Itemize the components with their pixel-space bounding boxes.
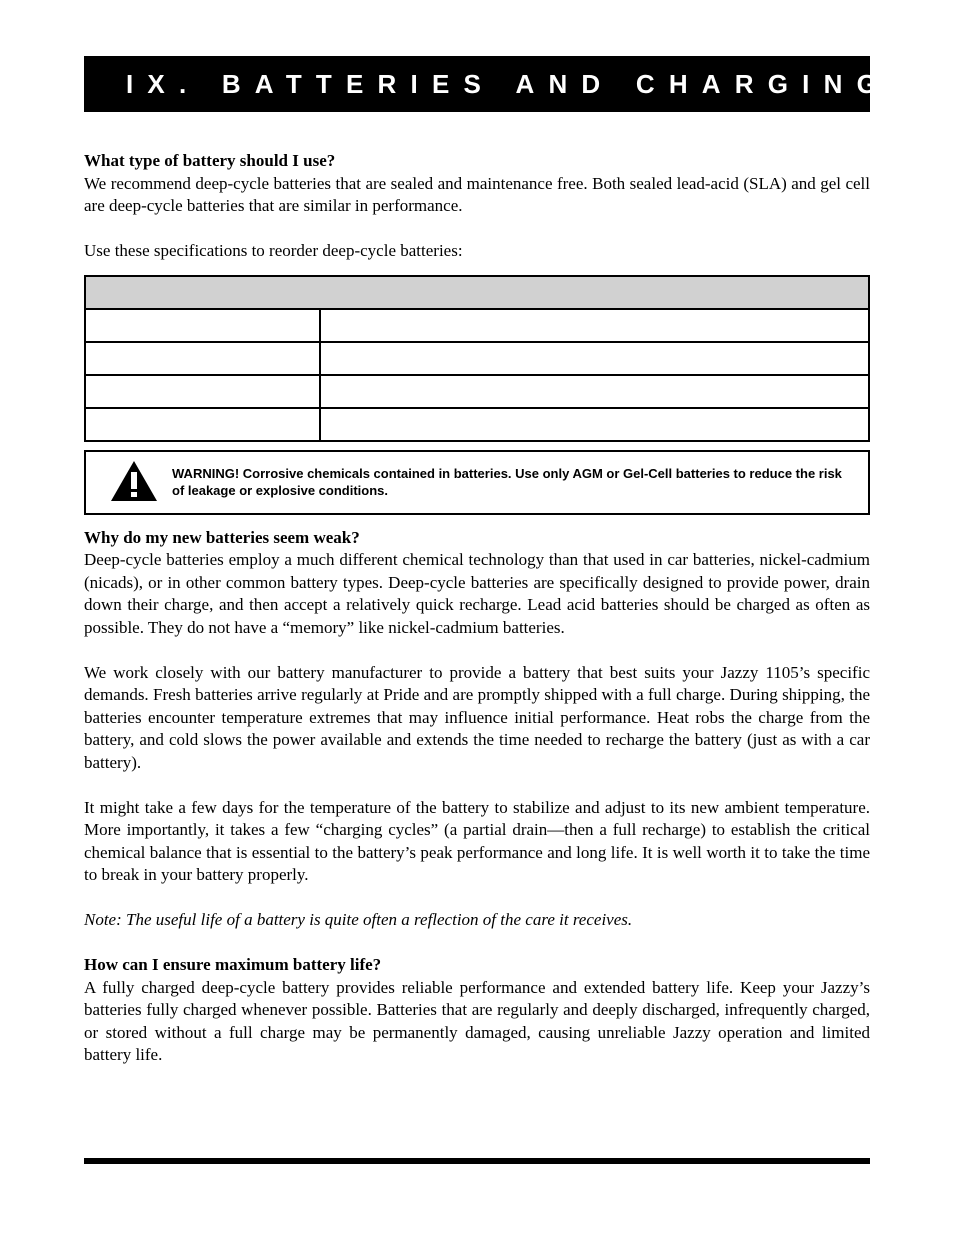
question-battery-type: What type of battery should I use? (84, 151, 336, 170)
spec-value-cell (320, 375, 869, 408)
warning-box (84, 450, 870, 515)
spec-label-cell (85, 375, 320, 408)
spec-table-row (85, 342, 869, 375)
paragraph-weak-3: It might take a few days for the temperature of the battery to stabilize and adjust to its new ambient temperature. More importantly, it takes a few “charging cycles” (a partial drain—then a full recharge) to establish the critical chemical balance that is essential to the battery’s peak performance and long life. It is well worth it to take the time to break in your battery properly. (84, 797, 870, 884)
spec-table-header-row (85, 276, 869, 309)
footer-rule (84, 1158, 870, 1164)
spec-label-cell (85, 342, 320, 375)
page-content (84, 150, 870, 1067)
question-battery-life: How can I ensure maximum battery life? (84, 955, 382, 974)
chapter-title: IX. BATTERIES AND CHARGING (126, 69, 891, 99)
spec-table-row (85, 375, 869, 408)
reorder-intro: Use these specifications to reorder deep-cycle batteries: (84, 241, 463, 260)
warning-text: WARNING! Corrosive chemicals contained in batteries. Use only AGM or Gel-Cell batteries to reduce the risk of leakage or explosive conditions. (172, 465, 842, 498)
answer-battery-type: We recommend deep-cycle batteries that are sealed and maintenance free. Both sealed lead-acid (SLA) and gel cell are deep-cycle batteries that are similar in performance. (84, 173, 870, 215)
warning-exclamation-icon (110, 460, 158, 502)
battery-care-note: Note: The useful life of a battery is quite often a reflection of the care it receives. (84, 910, 633, 929)
chapter-title-banner (84, 56, 891, 112)
spec-table-header-cell (85, 276, 869, 309)
battery-spec-table (84, 275, 870, 442)
answer-battery-life: A fully charged deep-cycle battery provides reliable performance and extended battery life. Keep your Jazzy’s batteries fully charged whenever possible. Batteries that are regularly and deeply discharged, infrequently charged, or stored without a full charge may be permanently damaged, causing unreliable Jazzy operation and limited battery life. (84, 977, 870, 1064)
paragraph-weak-2: We work closely with our battery manufacturer to provide a battery that best suits your Jazzy 1105’s specific demands. Fresh batteries arrive regularly at Pride and are promptly shipped with a full charge. During shipping, the batteries encounter temperature extremes that may influence initial performance. Heat robs the charge from the battery, and cold slows the power available and extends the time needed to recharge the battery (just as with a car battery). (84, 662, 870, 772)
spec-label-cell (85, 408, 320, 441)
spec-value-cell (320, 309, 869, 342)
paragraph-weak-1: Deep-cycle batteries employ a much different chemical technology than that used in car batteries, nickel-cadmium (nicads), or in other common battery types. Deep-cycle batteries are specifically designed to provide power, drain down their charge, and then accept a relatively quick recharge. Lead acid batteries should be charged as often as possible. They do not have a “memory” like nickel-cadmium batteries. (84, 550, 870, 637)
spec-value-cell (320, 342, 869, 375)
spec-value-cell (320, 408, 869, 441)
question-weak-batteries: Why do my new batteries seem weak? (84, 527, 360, 547)
spec-table-row (85, 309, 869, 342)
spec-label-cell (85, 309, 320, 342)
spec-table-row (85, 408, 869, 441)
